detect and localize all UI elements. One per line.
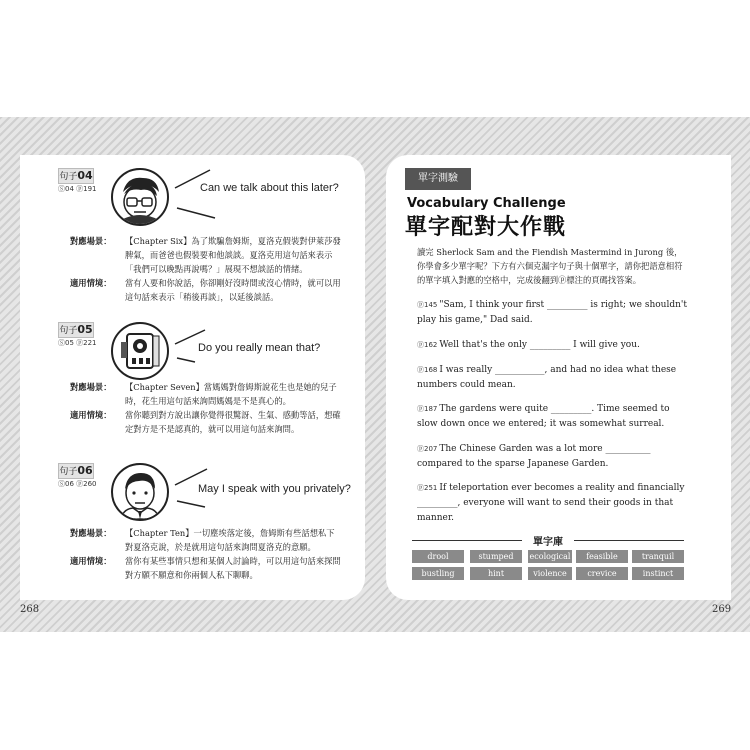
question-ref: ⓟ207 bbox=[417, 445, 438, 453]
question-item bbox=[417, 481, 689, 526]
word-chip: bustling bbox=[412, 567, 464, 580]
word-chip: feasible bbox=[576, 550, 628, 563]
question-ref: ⓟ145 bbox=[417, 301, 438, 309]
question-item bbox=[417, 338, 689, 353]
sentence-ref: Ⓢ06 ⓟ260 bbox=[58, 480, 97, 488]
page-number-left: 268 bbox=[20, 604, 40, 615]
word-chip: crevice bbox=[576, 567, 628, 580]
speech-text: Do you really mean that? bbox=[198, 342, 321, 354]
question-text: I was really ___________, and had no idea what these numbers could mean. bbox=[417, 365, 677, 390]
question-text: The gardens were quite _________. Time seemed to slow down once we entered; it was somewhat surreal. bbox=[417, 404, 670, 429]
context-note: 對應場景： 【Chapter Seven】當媽媽對詹姆斯說花生也是她的兒子時，花生用這句話來詢問媽媽是不是真心的。 bbox=[70, 382, 337, 406]
sentence-label: 句子05 bbox=[59, 323, 93, 336]
context-note: 對應場景： 【Chapter Six】為了欺騙詹姆斯，夏洛克假裝對伊萊莎發脾氣，而爸爸也假裝要和他談談。夏洛克用這句話來表示「我們可以晚點再說嗎？」展現不想談話的情緒。 bbox=[70, 236, 341, 274]
usage-note: 適用情境： 當有人要和你說話，你卻剛好沒時間或沒心情時，就可以用這句話來表示「稍後再談」，以延後談話。 bbox=[70, 278, 341, 302]
question-ref: ⓟ251 bbox=[417, 484, 438, 492]
word-chip: hint bbox=[470, 567, 522, 580]
instructions-text: 讀完 Sherlock Sam and the Fiendish Mastermind in Jurong 後，你學會多少單字呢？下方有六個克漏字句子與十個單字，請你把語意相符的單字填入對應的空格中，完成後翻到ⓟ標注的頁碼找答案。 bbox=[417, 247, 683, 285]
word-chip: stumped bbox=[470, 550, 522, 563]
section-tag: 單字測驗 bbox=[405, 168, 471, 190]
sentence-label: 句子06 bbox=[59, 464, 93, 477]
word-chip: drool bbox=[412, 550, 464, 563]
boy-glasses-avatar-icon bbox=[111, 168, 169, 226]
sentence-label: 句子04 bbox=[59, 169, 93, 182]
speech-text: May I speak with you privately? bbox=[198, 483, 351, 495]
question-item bbox=[417, 442, 689, 472]
question-text: Well that's the only _________ I will give you. bbox=[439, 340, 640, 350]
question-text: If teleportation ever becomes a reality and financially _________, everyone will want to send their goods in that manner. bbox=[417, 483, 685, 523]
word-chip: violence bbox=[528, 567, 572, 580]
question-ref: ⓟ168 bbox=[417, 366, 438, 374]
question-item bbox=[417, 402, 689, 432]
question-text: "Sam, I think your first _________ is right; we shouldn't play his game," Dad said. bbox=[417, 300, 687, 325]
robot-avatar-icon bbox=[111, 322, 169, 380]
speech-text: Can we talk about this later? bbox=[200, 182, 339, 194]
sentence-ref: Ⓢ05 ⓟ221 bbox=[58, 339, 97, 347]
page-number-right: 269 bbox=[712, 604, 732, 615]
word-chip: ecological bbox=[529, 552, 571, 561]
question-ref: ⓟ187 bbox=[417, 405, 438, 413]
question-item bbox=[417, 298, 689, 328]
context-note: 對應場景： 【Chapter Ten】一切塵埃落定後，詹姆斯有些話想私下對夏洛克說，於是就用這句話來詢問夏洛克的意願。 bbox=[70, 528, 335, 552]
question-item bbox=[417, 363, 689, 393]
question-ref: ⓟ162 bbox=[417, 341, 438, 349]
title-english: Vocabulary Challenge bbox=[407, 196, 566, 211]
question-text: The Chinese Garden was a lot more __________ compared to the sparse Japanese Garden. bbox=[417, 444, 651, 469]
sentence-ref: Ⓢ04 ⓟ191 bbox=[58, 185, 97, 193]
word-chip: instinct bbox=[632, 567, 684, 580]
man-avatar-icon bbox=[111, 463, 169, 521]
usage-note: 適用情境： 當你聽到對方說出讓你覺得很驚訝、生氣、感動等話，想確定對方是不是認真的，就可以用這句話來詢問。 bbox=[70, 410, 341, 434]
word-chip: tranquil bbox=[632, 550, 684, 563]
usage-note: 適用情境： 當你有某些事情只想和某個人討論時，可以用這句話來探問對方願不願意和你兩個人私下聊聊。 bbox=[70, 556, 341, 580]
speech-bubble-lines-icon bbox=[165, 168, 235, 228]
speech-bubble-lines-icon bbox=[165, 463, 235, 523]
word-bank-title: 單字庫 bbox=[533, 537, 563, 548]
title-chinese: 單字配對大作戰 bbox=[405, 215, 567, 240]
speech-bubble-lines-icon bbox=[165, 322, 235, 382]
